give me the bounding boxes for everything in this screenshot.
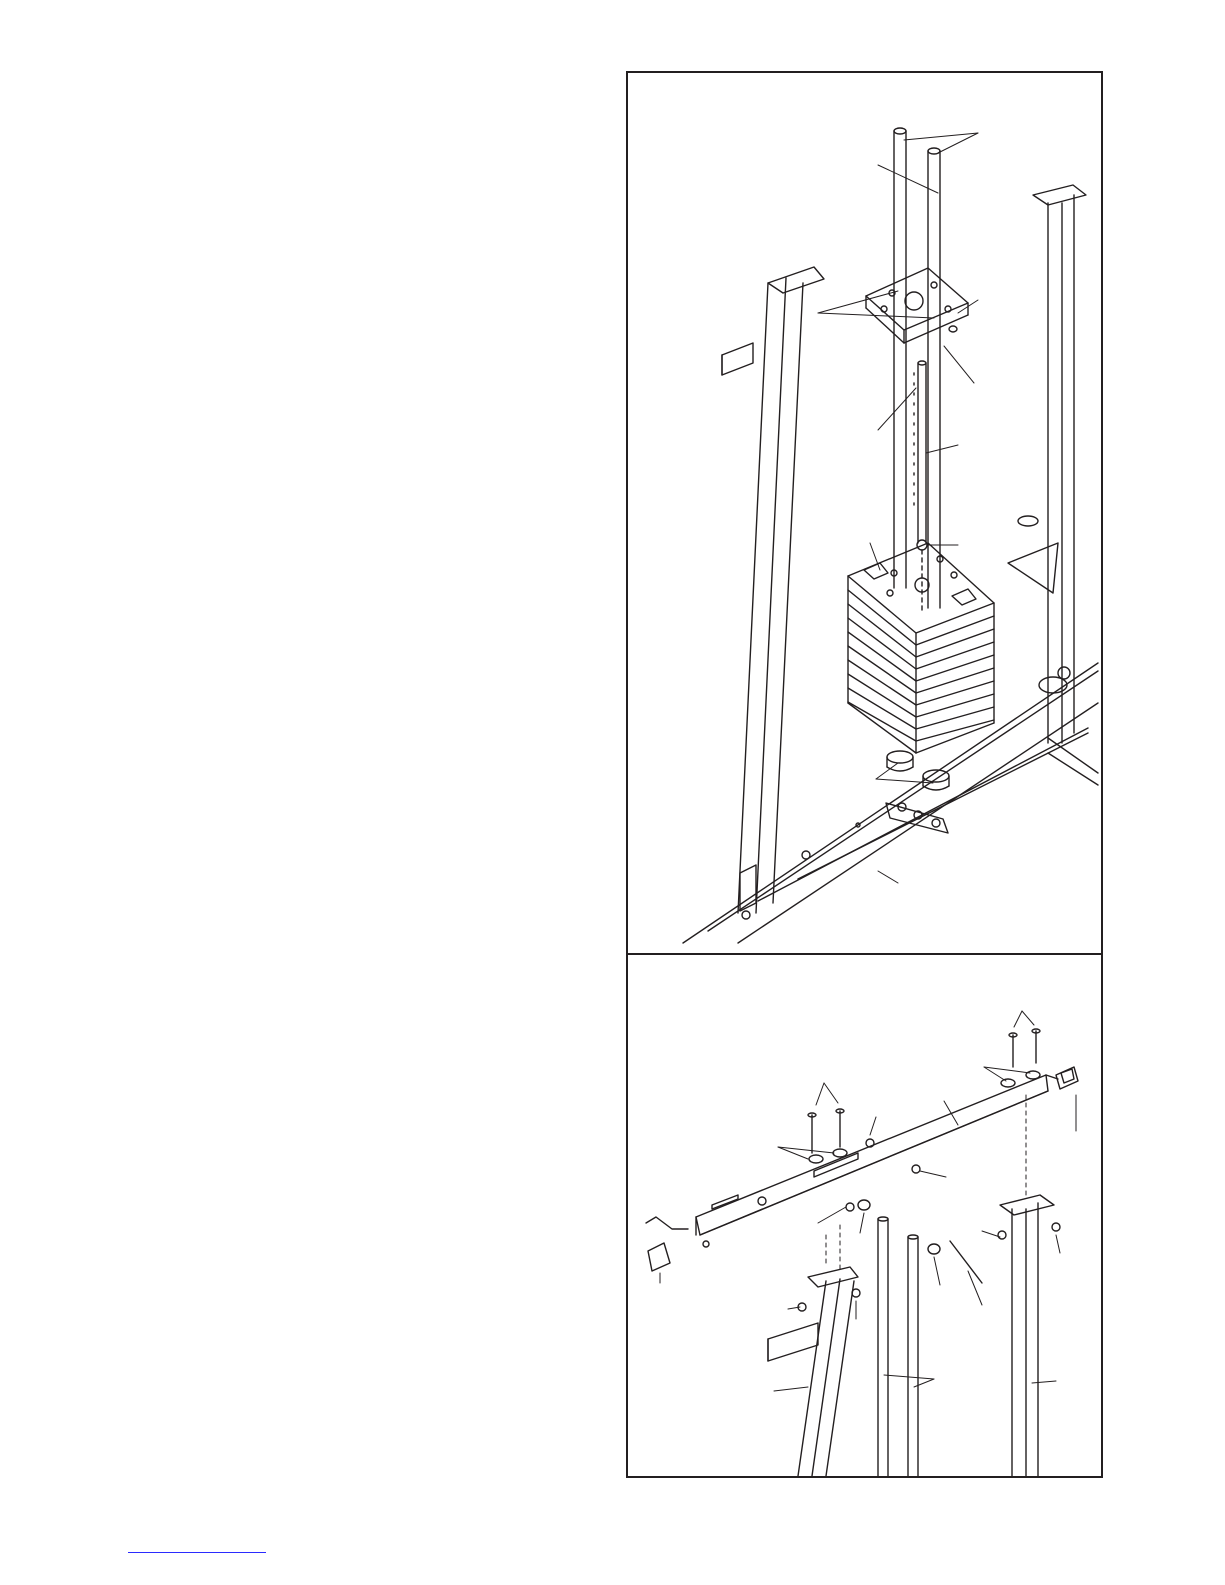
front-upright xyxy=(768,1267,858,1476)
base-frame xyxy=(683,663,1098,943)
rear-upright xyxy=(1000,1195,1054,1476)
top-frame xyxy=(696,1075,1058,1235)
front-upright xyxy=(722,267,824,919)
weight-stack xyxy=(848,543,994,753)
selector-pin xyxy=(917,540,927,613)
weight-guide-rods xyxy=(878,1217,918,1476)
end-caps xyxy=(648,1067,1078,1271)
nuts xyxy=(798,1139,1060,1311)
instruction-text-column xyxy=(0,0,600,1520)
weight-stack-figure xyxy=(626,71,1103,955)
footer-rule xyxy=(128,1552,266,1553)
top-plate xyxy=(866,268,968,343)
rear-upright xyxy=(1008,185,1086,743)
washers xyxy=(809,1071,1040,1254)
top-frame-figure xyxy=(626,953,1103,1478)
weight-guide-rods xyxy=(894,128,940,608)
alignment-guides xyxy=(826,1095,1026,1273)
